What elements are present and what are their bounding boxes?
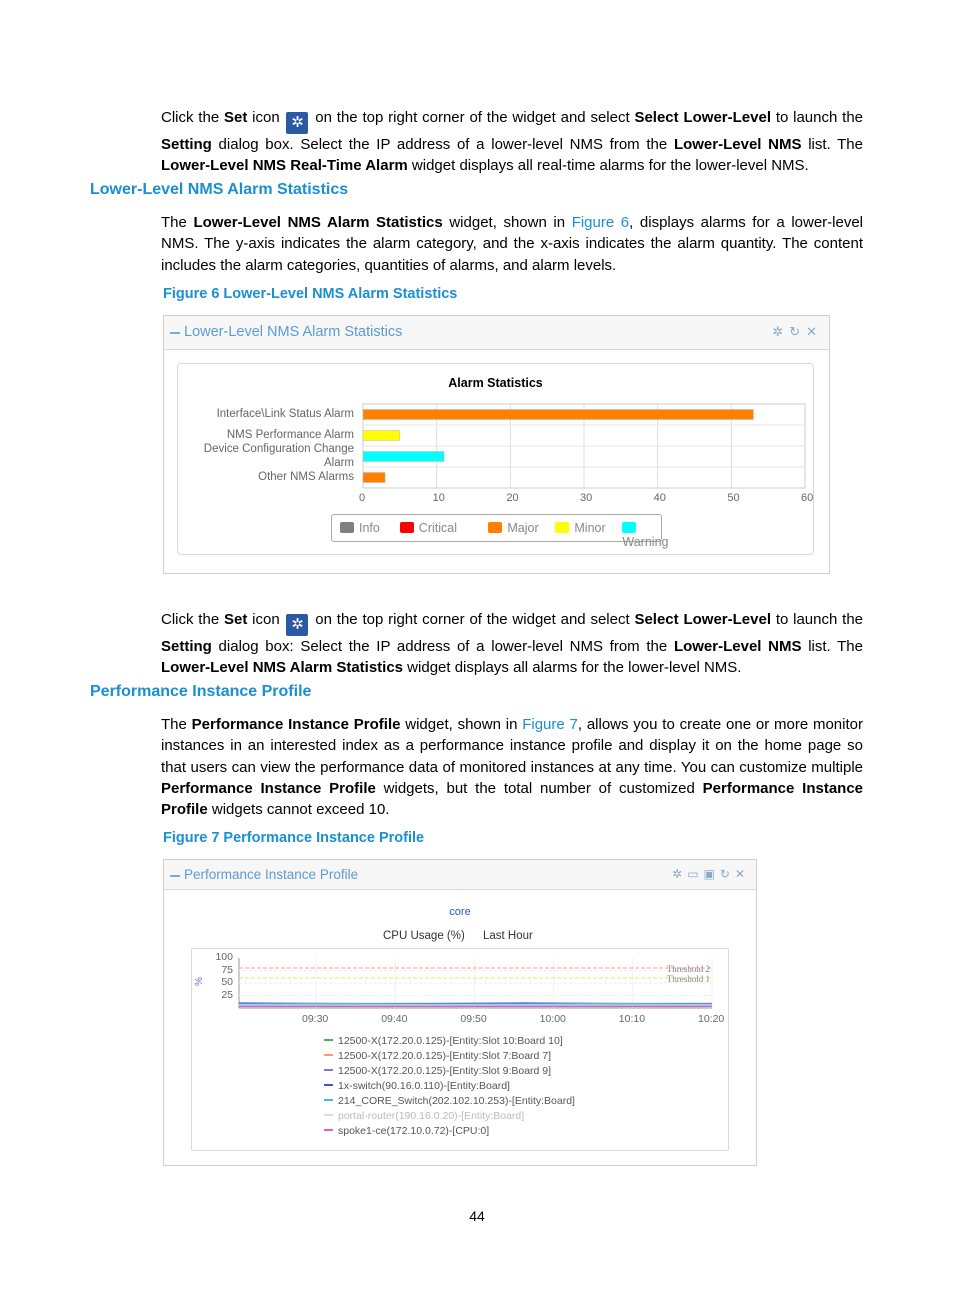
category-label: NMS Performance Alarm <box>226 428 354 441</box>
threshold-label: Threshold 1 <box>666 974 710 984</box>
series-marker <box>324 1099 333 1101</box>
image-icon[interactable]: ▣ <box>703 867 720 881</box>
series-legend-item[interactable] <box>324 1125 489 1137</box>
series-line-4 <box>239 1004 712 1005</box>
series-marker <box>324 1129 333 1131</box>
y-tick-label: 25 <box>221 988 233 1001</box>
legend-item[interactable] <box>622 521 668 549</box>
series-label: 12500-X(172.20.0.125)-[Entity:Slot 9:Board 9] <box>338 1065 552 1077</box>
legend-label: Minor <box>574 521 606 535</box>
section-heading-performance-profile: Performance Instance Profile <box>90 683 312 700</box>
legend-item[interactable] <box>555 521 605 535</box>
paragraph-performance-profile: The Performance Instance Profile widget, shown in Figure 7, allows you to create one or more monitor instances in an interested index as a performance instance profile and display it on the home page so that users can view the performance data of monitored instances at any time. You can customize multiple Performance Instance Profile widgets, but the total number of customized Performance Instance Profile widgets cannot exceed 10. <box>161 716 864 819</box>
legend-swatch <box>622 522 636 533</box>
page-number: 44 <box>469 1208 485 1224</box>
chart-legend <box>331 514 669 549</box>
series-label: 12500-X(172.20.0.125)-[Entity:Slot 10:Board 10] <box>338 1035 563 1047</box>
legend-item[interactable] <box>340 521 380 535</box>
x-tick-label: 0 <box>359 492 366 504</box>
bar-plot-area <box>362 403 806 489</box>
series-marker <box>324 1069 333 1071</box>
widget-title: Lower-Level NMS Alarm Statistics <box>184 324 403 340</box>
x-tick-label: 20 <box>506 492 519 504</box>
figure-7-caption: Figure 7 Performance Instance Profile <box>163 830 425 846</box>
gear-icon: ✲ <box>286 614 308 636</box>
widget-title-bar <box>164 316 829 350</box>
legend-item[interactable] <box>400 521 457 535</box>
y-tick-label: 50 <box>221 976 233 988</box>
series-legend-item[interactable] <box>324 1050 551 1062</box>
close-icon[interactable]: ✕ <box>806 324 823 339</box>
alarm-statistics-widget <box>163 315 830 574</box>
series-marker <box>324 1054 333 1056</box>
bar-3 <box>363 473 385 483</box>
paragraph-alarm-statistics: The Lower-Level NMS Alarm Statistics widget, shown in Figure 6, displays alarms for a lower-level NMS. The y-axis indicates the alarm category, and the x-axis indicates the alarm quantity. The content includes the alarm categories, quantities of alarms, and alarm levels. <box>161 214 864 274</box>
x-tick-label: 09:30 <box>302 1013 329 1025</box>
legend-swatch <box>340 522 354 533</box>
gear-icon: ✲ <box>286 112 308 134</box>
series-label: 12500-X(172.20.0.125)-[Entity:Slot 7:Board 7] <box>338 1050 552 1062</box>
x-tick-label: 09:40 <box>381 1013 408 1025</box>
category-label: Other NMS Alarms <box>258 470 354 483</box>
collapse-icon[interactable] <box>170 875 180 877</box>
series-legend-item[interactable] <box>324 1035 563 1047</box>
series-legend-item[interactable] <box>324 1095 575 1107</box>
chart-title: Alarm Statistics <box>448 376 543 390</box>
profile-instance-name[interactable]: core <box>449 906 471 918</box>
series-label: 214_CORE_Switch(202.102.10.253)-[Entity:Board] <box>338 1095 575 1107</box>
series-label: portal-router(190.16.0.20)-[Entity:Board] <box>338 1110 525 1122</box>
paragraph-set-icon-statistics: Click the Set icon ✲ on the top right corner of the widget and select Select Lower-Level to launch the Setting dialog box: Select the IP address of a lower-level NMS from the Lower-Level NMS list. The Lower-Level NMS Alarm Statistics widget displays all alarms for the lower-level NMS. <box>161 611 864 677</box>
series-legend-item[interactable] <box>324 1065 551 1077</box>
legend-label: Info <box>359 521 380 535</box>
section-heading-alarm-statistics: Lower-Level NMS Alarm Statistics <box>90 181 349 198</box>
x-tick-label: 40 <box>653 492 666 504</box>
series-marker <box>324 1114 333 1116</box>
refresh-icon[interactable]: ↻ <box>789 324 807 339</box>
refresh-icon[interactable]: ↻ <box>719 867 735 881</box>
category-label: Alarm <box>323 456 354 469</box>
series-legend-item[interactable] <box>324 1110 524 1122</box>
x-tick-label: 10:00 <box>539 1013 566 1025</box>
legend-swatch <box>400 522 414 533</box>
series-legend-item[interactable] <box>324 1080 510 1092</box>
x-tick-label: 09:50 <box>460 1013 487 1025</box>
x-tick-label: 30 <box>580 492 593 504</box>
threshold-label: Threshold 2 <box>666 964 710 974</box>
figure-6-caption: Figure 6 Lower-Level NMS Alarm Statistics <box>163 286 458 302</box>
series-marker <box>324 1084 333 1086</box>
figure-6-link[interactable]: Figure 6 <box>571 214 630 231</box>
y-tick-label: 100 <box>215 951 233 963</box>
x-tick-label: 10:20 <box>698 1013 725 1025</box>
legend-item[interactable] <box>488 521 538 535</box>
widget-title: Performance Instance Profile <box>184 867 359 882</box>
y-axis-label: % <box>193 977 205 986</box>
legend-label: Critical <box>418 521 457 535</box>
series-label: 1x-switch(90.16.0.110)-[Entity:Board] <box>338 1080 510 1092</box>
legend-label: Warning <box>622 535 669 549</box>
close-icon[interactable]: ✕ <box>734 867 750 881</box>
x-tick-label: 10 <box>432 492 445 504</box>
minimize-icon[interactable]: ▭ <box>687 867 704 881</box>
x-tick-label: 10:10 <box>618 1013 646 1025</box>
x-tick-label: 60 <box>801 492 814 504</box>
widget-toolbar <box>772 324 823 340</box>
collapse-icon[interactable] <box>170 332 180 334</box>
figure-7-link[interactable]: Figure 7 <box>522 716 578 733</box>
gear-icon[interactable]: ✲ <box>672 867 688 881</box>
legend-swatch <box>555 522 569 533</box>
paragraph-set-icon-realtime: Click the Set icon ✲ on the top right corner of the widget and select Select Lower-Level to launch the Setting dialog box. Select the IP address of a lower-level NMS from the Lower-Level NMS list. The Lower-Level NMS Real-Time Alarm widget displays all real-time alarms for the lower-level NMS. <box>161 109 864 175</box>
widget-title-bar <box>164 860 756 890</box>
bar-2 <box>363 452 444 462</box>
metric-name: CPU Usage (%) <box>383 930 465 942</box>
series-marker <box>324 1039 333 1041</box>
y-tick-label: 75 <box>221 963 233 976</box>
series-label: spoke1-ce(172.10.0.72)-[CPU:0] <box>338 1125 490 1137</box>
gear-icon[interactable]: ✲ <box>772 324 790 339</box>
performance-profile-widget <box>163 859 757 1166</box>
category-label: Device Configuration Change <box>203 442 354 455</box>
legend-swatch <box>488 522 502 533</box>
x-tick-label: 50 <box>727 492 740 504</box>
widget-toolbar <box>672 867 750 881</box>
legend-label: Major <box>507 521 539 535</box>
category-label: Interface\Link Status Alarm <box>216 407 354 420</box>
alarm-chart-container <box>177 363 814 555</box>
bar-1 <box>363 431 400 441</box>
bar-0 <box>363 410 753 420</box>
time-period: Last Hour <box>483 930 533 942</box>
line-plot-area <box>238 957 714 1009</box>
